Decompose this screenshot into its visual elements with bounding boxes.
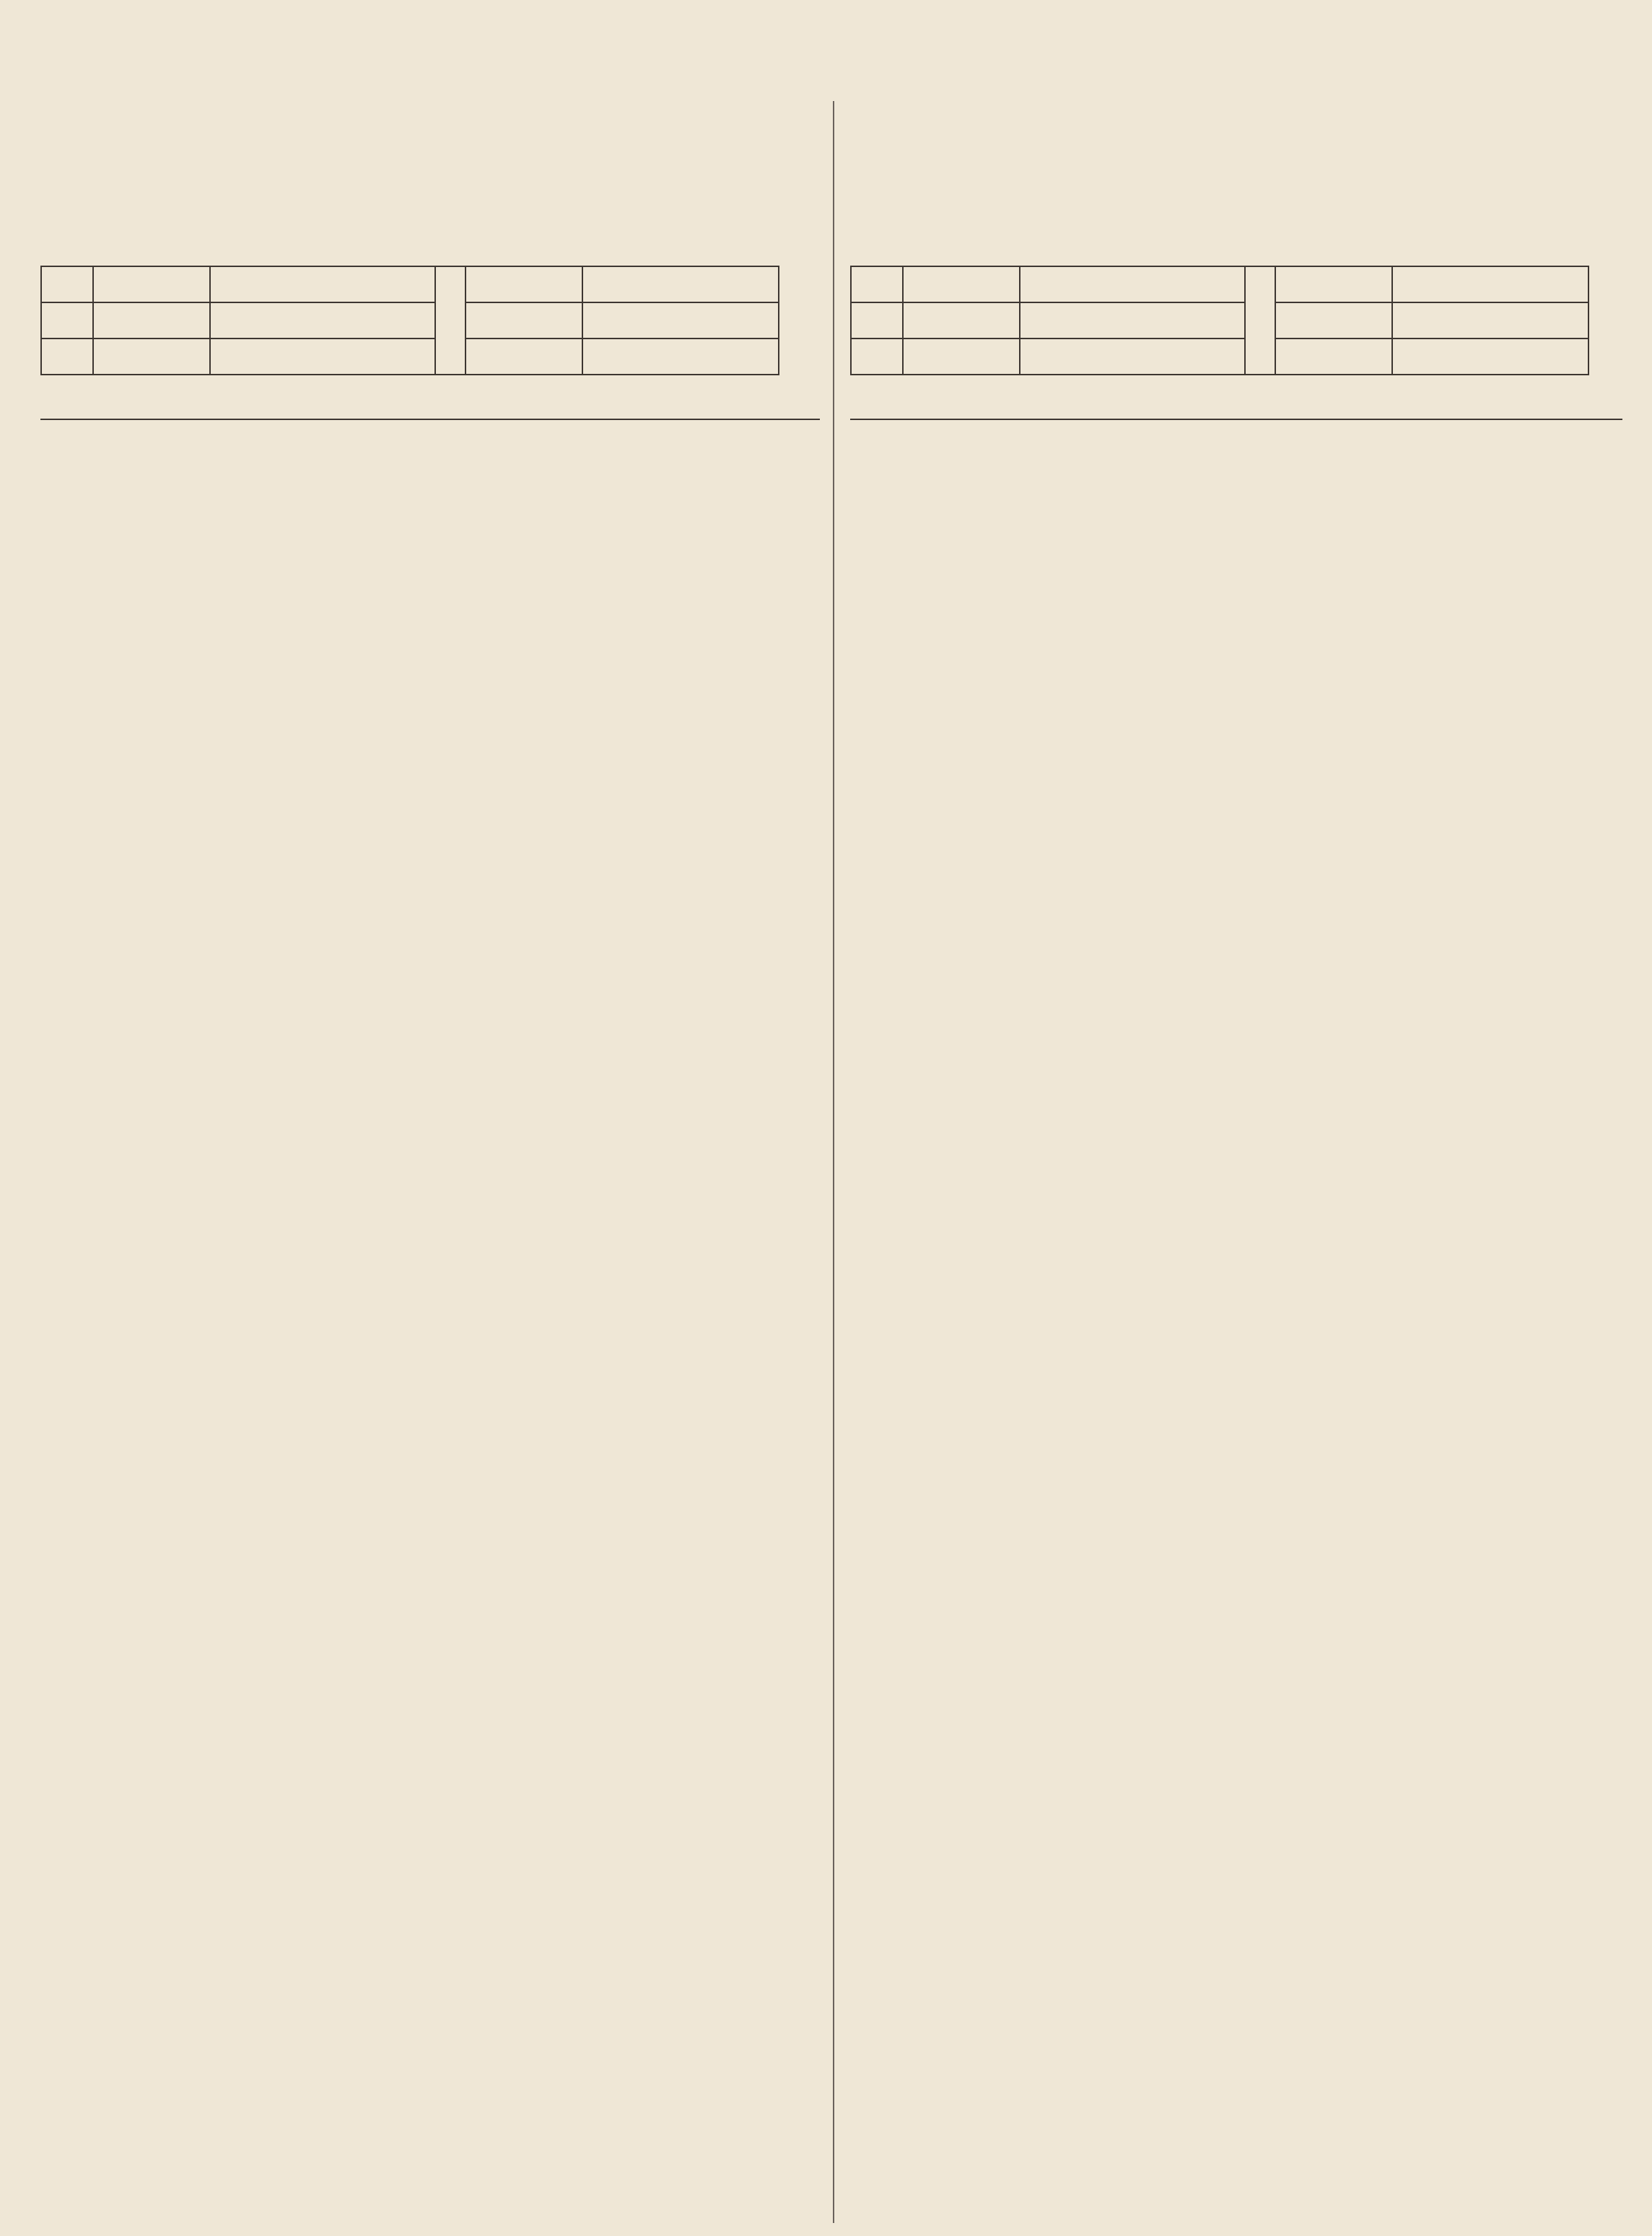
nr-cell	[93, 266, 210, 302]
horse-info-line	[92, 175, 497, 191]
nr-cell	[93, 339, 210, 375]
plaats-label	[1245, 266, 1275, 375]
horse-info-line	[92, 224, 497, 241]
start-distance	[719, 175, 775, 191]
f-cell	[466, 266, 582, 302]
horse-info	[902, 175, 1306, 241]
start-track	[1386, 175, 1423, 191]
horse-title	[850, 147, 1622, 175]
plaats-label	[435, 266, 466, 375]
race-8-column	[850, 101, 1622, 445]
section-divider	[40, 419, 820, 420]
place-1	[41, 266, 93, 302]
horse-info	[92, 175, 497, 241]
nr-cell	[903, 302, 1020, 339]
f-cell	[1392, 302, 1588, 339]
horse-details	[40, 175, 820, 241]
result-table	[40, 266, 779, 375]
horse-info-line	[902, 175, 1306, 191]
nr-cell	[93, 302, 210, 339]
horse-details	[850, 175, 1622, 241]
nr-cell	[903, 339, 1020, 375]
km-time-label	[1020, 339, 1245, 375]
section-divider	[850, 419, 1622, 420]
recent-starts	[1306, 175, 1622, 241]
f-cell	[1275, 266, 1392, 302]
start-row	[1306, 175, 1622, 191]
f-cell	[1275, 302, 1392, 339]
race-description	[40, 104, 820, 137]
total-time-label	[1020, 302, 1245, 339]
horse-list	[40, 147, 820, 241]
winning-label	[1020, 266, 1245, 302]
horse-entry	[850, 147, 1622, 241]
start-position	[1423, 175, 1451, 191]
horse-entry	[40, 147, 820, 241]
race-description	[850, 104, 1622, 137]
result-table	[850, 266, 1589, 375]
koppel-label	[582, 266, 779, 302]
start-method	[1501, 175, 1529, 191]
horse-title	[40, 147, 820, 175]
horse-info-line	[92, 191, 497, 208]
start-row	[497, 175, 820, 191]
km-time-label	[210, 339, 435, 375]
start-method	[691, 175, 719, 191]
winning-label	[210, 266, 435, 302]
trio-label	[582, 339, 779, 375]
recent-starts	[497, 175, 820, 241]
start-distance	[1529, 175, 1585, 191]
start-track	[576, 175, 613, 191]
column-divider	[833, 101, 834, 2223]
start-prize	[775, 175, 820, 191]
koppel-label	[1392, 266, 1588, 302]
place-2	[851, 302, 903, 339]
start-prize	[1585, 175, 1622, 191]
start-date	[497, 175, 576, 191]
f-cell	[1275, 339, 1392, 375]
horse-info-line	[902, 224, 1306, 241]
f-cell	[466, 302, 582, 339]
place-2	[41, 302, 93, 339]
f-cell	[466, 339, 582, 375]
horse-info-line	[902, 208, 1306, 224]
start-position	[613, 175, 641, 191]
place-1	[851, 266, 903, 302]
start-time	[1451, 175, 1501, 191]
horse-info-line	[902, 191, 1306, 208]
race-7-column	[40, 101, 820, 445]
start-date	[1306, 175, 1386, 191]
place-3	[41, 339, 93, 375]
total-time-label	[210, 302, 435, 339]
place-3	[851, 339, 903, 375]
f-cell	[582, 302, 779, 339]
start-time	[641, 175, 691, 191]
nr-cell	[903, 266, 1020, 302]
horse-info-line	[92, 208, 497, 224]
trio-label	[1392, 339, 1588, 375]
horse-list	[850, 147, 1622, 241]
